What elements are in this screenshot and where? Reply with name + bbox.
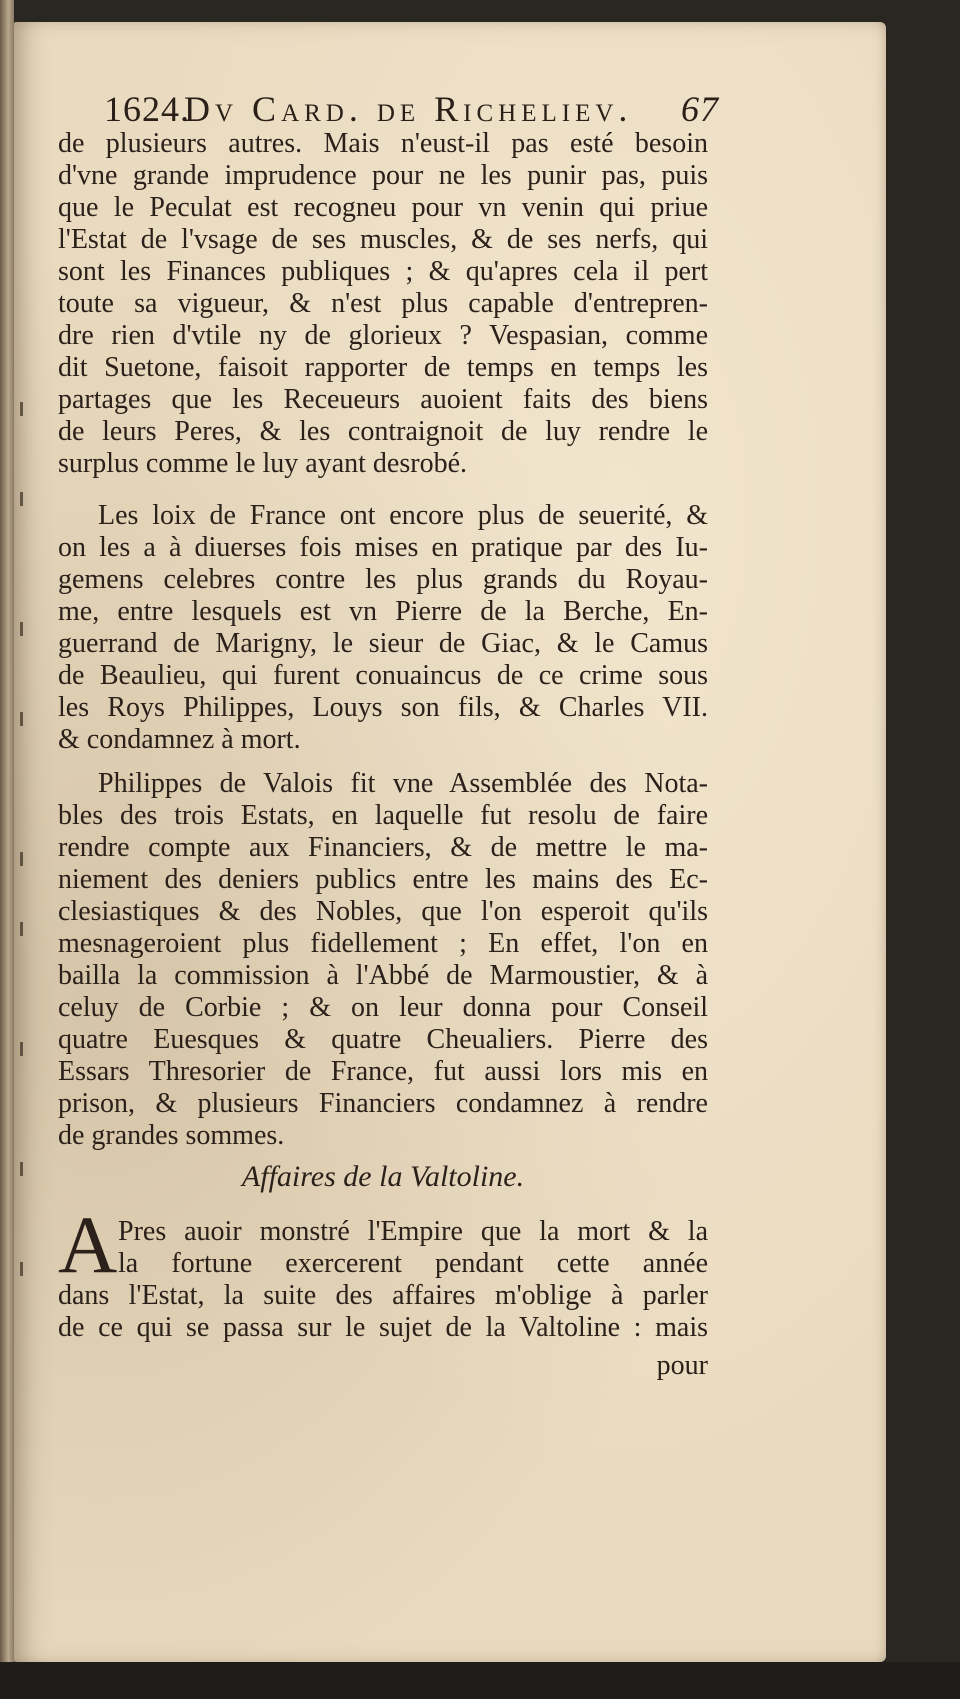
section-heading: Affaires de la Valtoline. <box>241 1160 525 1193</box>
text-line: l'Estat de l'vsage de ses muscles, & de ses nerfs, qui <box>58 224 708 255</box>
text-line: de plusieurs autres. Mais n'eust-il pas esté besoin <box>58 128 708 159</box>
text-line: Essars Thresorier de France, fut aussi lors mis en <box>58 1056 708 1087</box>
running-head-year: 1624. <box>104 89 190 129</box>
text-line: rendre compte aux Financiers, & de mettre le ma- <box>58 832 708 863</box>
paragraph-2 <box>58 500 708 756</box>
text-line: & condamnez à mort. <box>58 724 301 755</box>
drop-cap: A <box>58 1199 118 1290</box>
text-line: d'vne grande imprudence pour ne les punir pas, puis <box>58 160 708 191</box>
text-line: la fortune exercerent pendant cette année <box>118 1248 708 1279</box>
text-line: de ce qui se passa sur le sujet de la Valtoline : mais <box>58 1312 708 1343</box>
text-line: Les loix de France ont encore plus de seuerité, & <box>98 500 708 531</box>
text-line: que le Peculat est recogneu pour vn venin qui priue <box>58 192 708 223</box>
text-line: guerrand de Marigny, le sieur de Giac, & le Camus <box>58 628 708 659</box>
text-line: prison, & plusieurs Financiers condamnez à rendre <box>58 1088 708 1119</box>
text-line: niement des deniers publics entre les mains des Ec- <box>58 864 708 895</box>
paragraph-4 <box>58 1216 708 1344</box>
text-line: de leurs Peres, & les contraignoit de luy rendre le <box>58 416 708 447</box>
adjacent-page-edge <box>0 0 14 1699</box>
text-line: toute sa vigueur, & n'est plus capable d'entrepren- <box>58 288 708 319</box>
text-line: de Beaulieu, qui furent conuaincus de ce crime sous <box>58 660 708 691</box>
text-line: Philippes de Valois fit vne Assemblée des Nota- <box>98 768 708 799</box>
paragraph-3 <box>58 768 708 1152</box>
gutter-bleed-marks <box>20 382 26 1282</box>
text-line: sont les Finances publiques ; & qu'apres cela il pert <box>58 256 708 287</box>
text-line: gemens celebres contre les plus grands du Royau- <box>58 564 708 595</box>
text-line: dre rien d'vtile ny de glorieux ? Vespasian, comme <box>58 320 708 351</box>
running-head-title: Dv Card. de Richeliev. <box>184 89 633 129</box>
text-line: les Roys Philippes, Louys son fils, & Charles VII. <box>58 692 708 723</box>
text-line: clesiastiques & des Nobles, que l'on esperoit qu'ils <box>58 896 708 927</box>
text-line: quatre Euesques & quatre Cheualiers. Pierre des <box>58 1024 708 1055</box>
text-line: bles des trois Estats, en laquelle fut resolu de faire <box>58 800 708 831</box>
text-line: dans l'Estat, la suite des affaires m'oblige à parler <box>58 1280 708 1311</box>
text-line: partages que les Receueurs auoient faits des biens <box>58 384 708 415</box>
text-line: de grandes sommes. <box>58 1120 285 1151</box>
text-line: celuy de Corbie ; & on leur donna pour Conseil <box>58 992 708 1023</box>
paragraph-1 <box>58 128 708 480</box>
text-line: Pres auoir monstré l'Empire que la mort & la <box>118 1216 708 1247</box>
text-line: me, entre lesquels est vn Pierre de la Berche, En- <box>58 596 708 627</box>
catchword: pour <box>656 1350 708 1381</box>
text-line: surplus comme le luy ayant desrobé. <box>58 448 468 479</box>
text-line: mesnageroient plus fidellement ; En effet, l'on en <box>58 928 708 959</box>
text-line: bailla la commission à l'Abbé de Marmoustier, & à <box>58 960 708 991</box>
page-number: 67 <box>681 89 719 129</box>
background-edge <box>0 1662 960 1699</box>
text-line: on les a à diuerses fois mises en pratique par des Iu- <box>58 532 708 563</box>
text-line: dit Suetone, faisoit rapporter de temps en temps les <box>58 352 708 383</box>
